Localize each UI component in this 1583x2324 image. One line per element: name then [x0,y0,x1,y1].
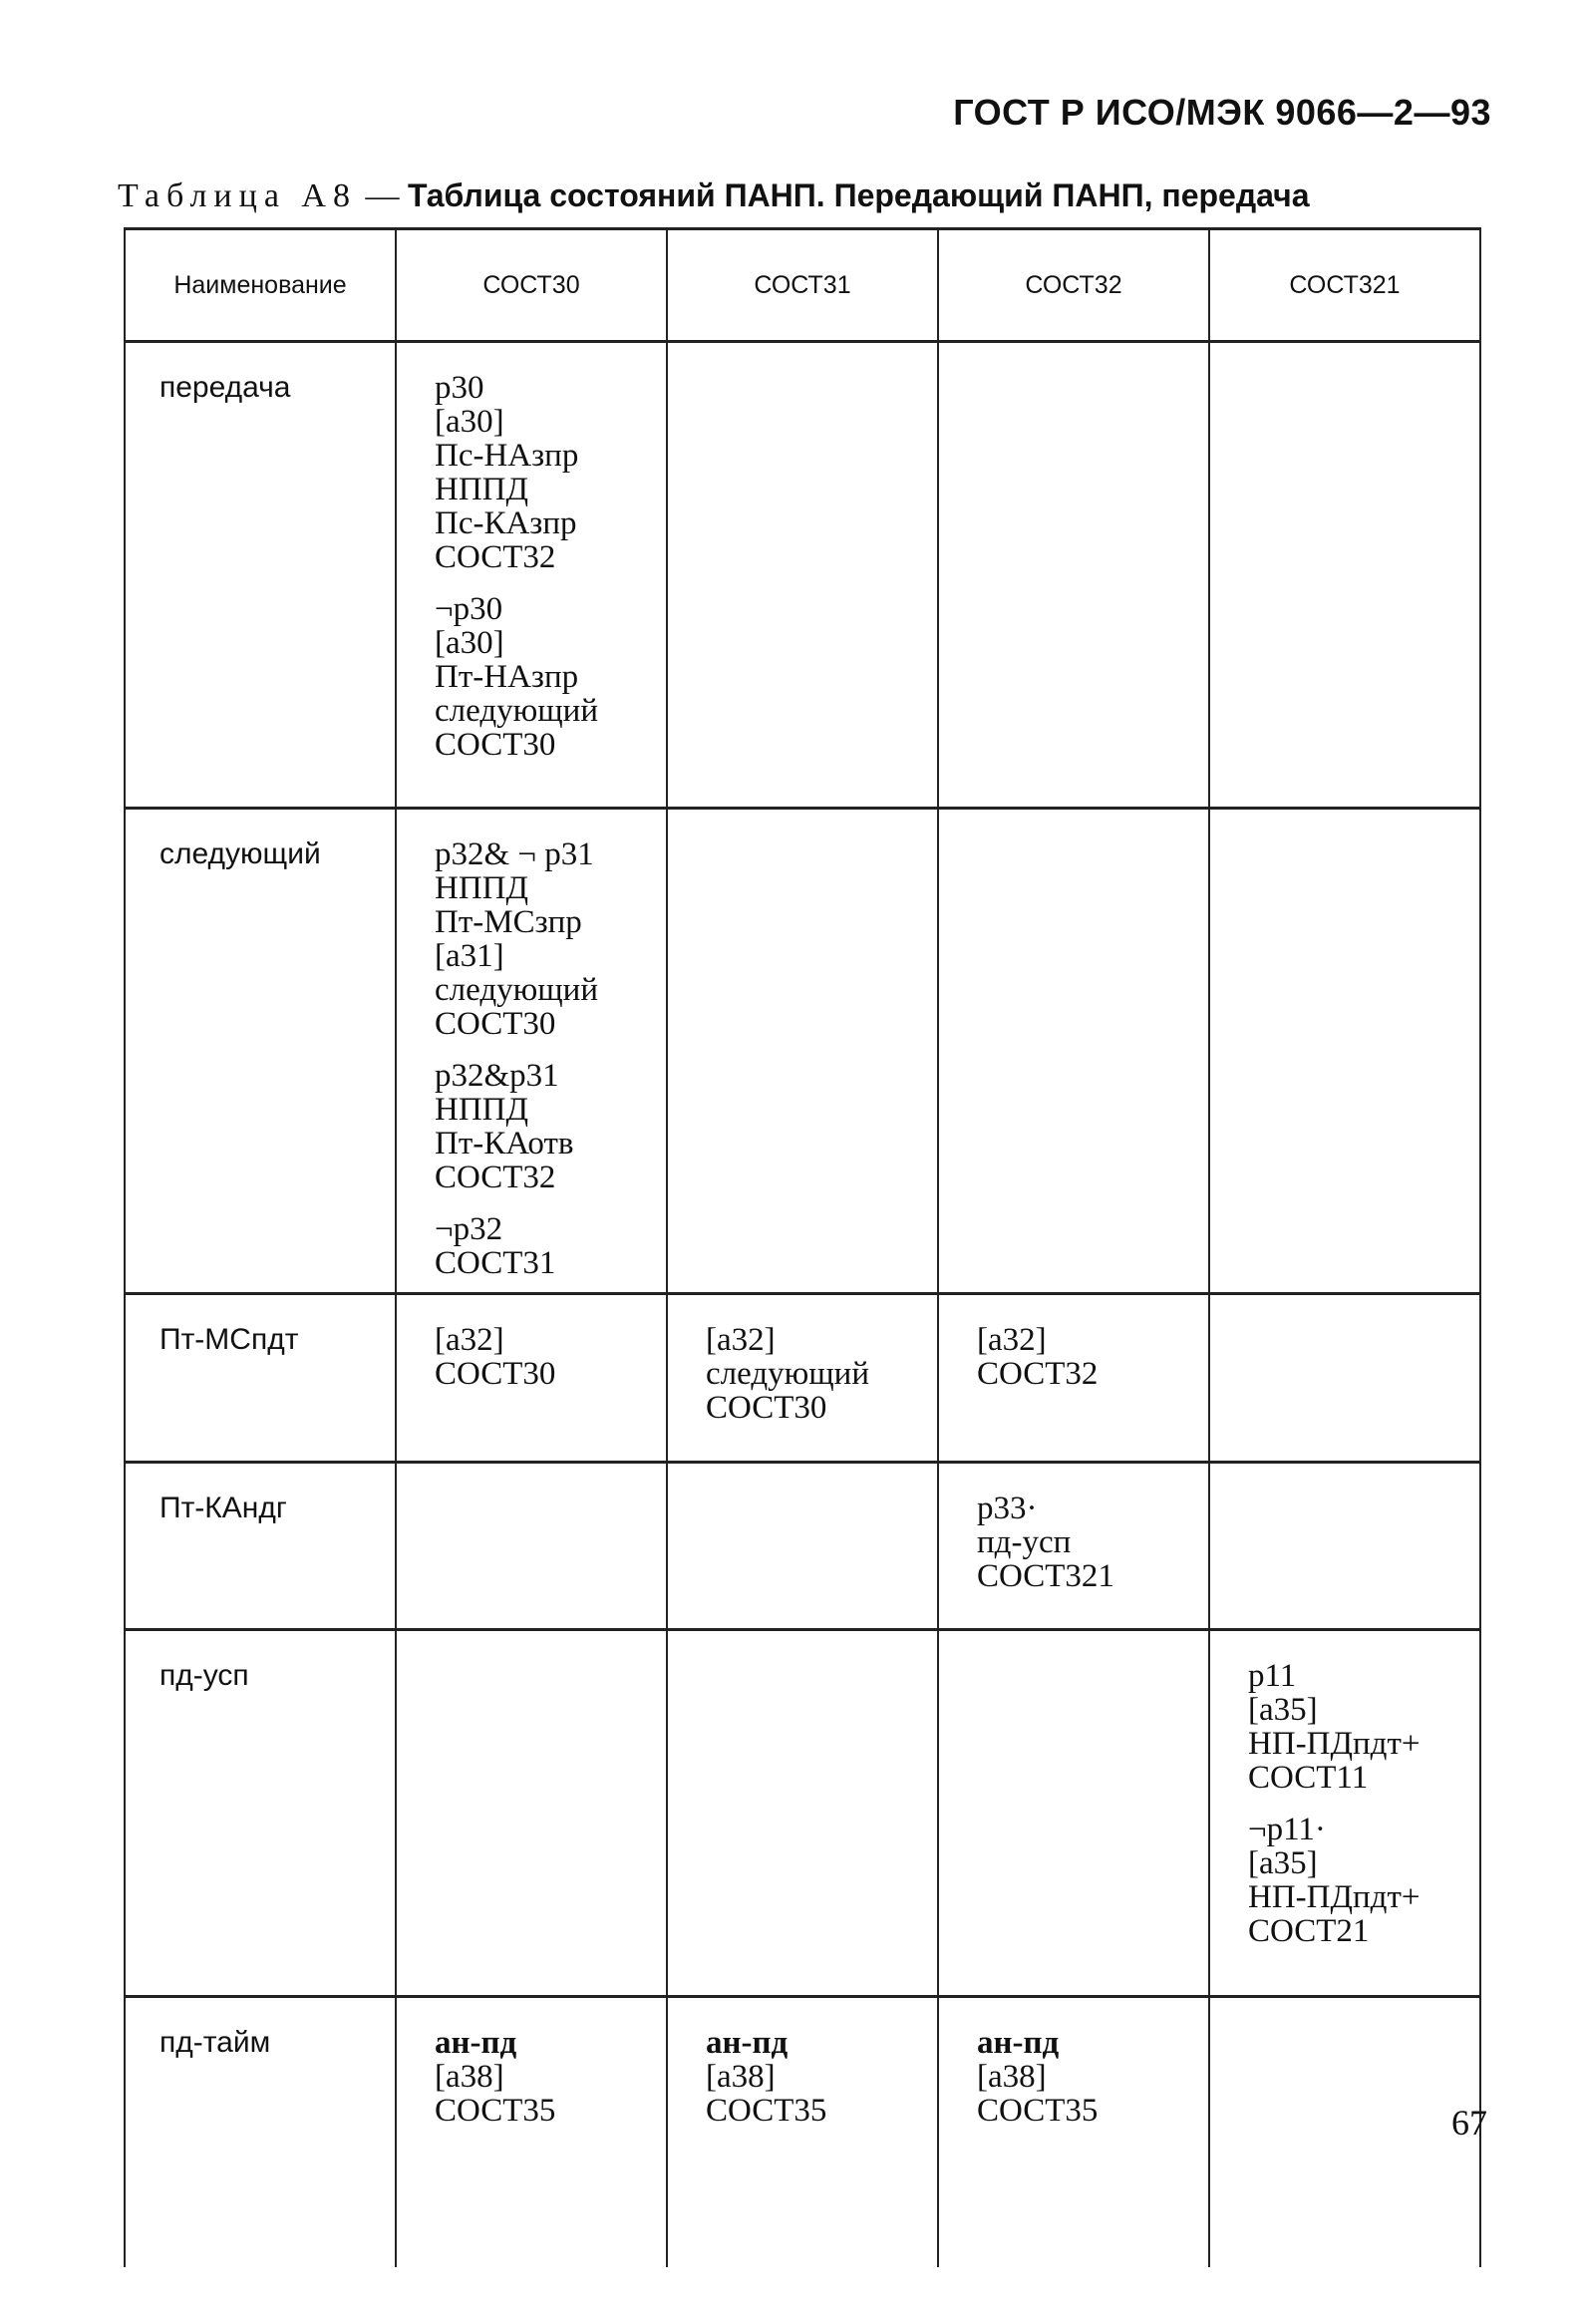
cell-line: [а38] [706,2059,776,2095]
transition-group [706,1323,937,1425]
column-header-sost32: СОСТ32 [938,229,1209,342]
table-cell [1209,342,1480,809]
table-cell [938,1630,1209,1997]
cell-line: СОСТ32 [435,1160,556,1195]
table-cell [938,342,1209,809]
transition-group [1248,1659,1479,1795]
cell-line: Пс-КАзпр [435,505,577,541]
column-header-sost321: СОСТ321 [1209,229,1480,342]
table-cell [1209,1463,1480,1630]
cell-line: СОСТ32 [977,1356,1099,1392]
transition-group [977,1492,1208,1593]
table-cell [1209,1294,1480,1463]
column-header-sost31: СОСТ31 [667,229,938,342]
column-header-name: Наименование [125,229,396,342]
row-name-cell: Пт-КАндг [125,1463,396,1630]
table-row [125,1630,1480,1997]
table-body [125,342,1480,2268]
transition-group [435,371,666,574]
cell-line: [а30] [435,625,504,661]
cell-line: р33· [977,1491,1038,1526]
cell-line: ан-пд [977,2025,1060,2061]
cell-line: СОСТ11 [1248,1760,1369,1796]
table-title-text: Таблица состояний ПАНП. Передающий ПАНП, передача [407,177,1310,213]
table-cell [396,342,667,809]
table-cell [396,809,667,1294]
table-cell [396,1997,667,2268]
cell-line: ¬р11· [1248,1812,1326,1847]
row-name-cell: пд-тайм [125,1997,396,2268]
transition-group [435,1323,666,1391]
cell-line: СОСТ35 [435,2093,556,2129]
table-cell [1209,1997,1480,2268]
table-cell [938,1294,1209,1463]
state-table [124,227,1481,2267]
table-cell [396,1463,667,1630]
cell-line: следующий [706,1356,870,1392]
table-cell [667,1997,938,2268]
row-name-cell: следующий [125,809,396,1294]
row-name-cell: пд-усп [125,1630,396,1997]
table-cell [938,809,1209,1294]
cell-line: ан-пд [706,2025,789,2061]
table-cell [1209,1630,1480,1997]
transition-group [435,837,666,1041]
cell-line: НП-ПДпдт+ [1248,1726,1421,1762]
cell-line: [а38] [977,2059,1047,2095]
cell-line: Пт-НАзпр [435,659,579,695]
row-name-cell: передача [125,342,396,809]
transition-group [977,1323,1208,1391]
cell-line: [а32] [977,1322,1047,1358]
cell-line: [а30] [435,404,504,440]
cell-line: [а32] [435,1322,504,1358]
cell-line: [а35] [1248,1845,1318,1881]
table-cell [1209,809,1480,1294]
table-cell [938,1997,1209,2268]
cell-line: НП-ПДпдт+ [1248,1879,1421,1915]
cell-line: НППД [435,472,529,507]
cell-line: следующий [435,972,599,1008]
cell-line: р32&р31 [435,1058,559,1094]
table-row [125,1997,1480,2268]
table-title-dash: — [356,177,408,214]
table-cell [667,809,938,1294]
table-title-lead: Таблица А8 [118,177,357,214]
cell-line: [а38] [435,2059,504,2095]
row-name-cell: Пт-МСпдт [125,1294,396,1463]
cell-line: СОСТ30 [435,727,556,763]
cell-line: ¬р32 [435,1211,503,1247]
table-title [118,177,1310,215]
transition-group [977,2026,1208,2128]
table-row [125,1294,1480,1463]
cell-line: СОСТ31 [435,1245,556,1281]
table-cell [667,1463,938,1630]
page-number: 67 [1451,2103,1487,2143]
cell-line: СОСТ21 [1248,1913,1370,1949]
cell-line: р32& ¬ р31 [435,836,594,872]
cell-line: ан-пд [435,2025,517,2061]
cell-line: Пт-МСзпр [435,904,582,940]
table-cell [667,342,938,809]
transition-group [435,1059,666,1194]
table-cell [396,1294,667,1463]
table-row [125,342,1480,809]
document-code: ГОСТ Р ИСО/МЭК 9066—2—93 [953,92,1491,133]
cell-line: [а32] [706,1322,776,1358]
transition-group [706,2026,937,2128]
transition-group [435,1212,666,1280]
cell-line: СОСТ32 [435,539,556,575]
cell-line: пд-усп [977,1524,1072,1560]
table-row [125,1463,1480,1630]
cell-line: СОСТ35 [706,2093,827,2129]
cell-line: СОСТ30 [435,1356,556,1392]
transition-group [1248,1813,1479,1948]
table-cell [938,1463,1209,1630]
cell-line: р11 [1248,1658,1297,1694]
table-cell [667,1630,938,1997]
cell-line: НППД [435,1092,529,1128]
column-header-sost30: СОСТ30 [396,229,667,342]
transition-group [435,592,666,762]
cell-line: СОСТ30 [706,1390,827,1426]
cell-line: [а35] [1248,1692,1318,1728]
cell-line: следующий [435,693,599,729]
cell-line: р30 [435,370,484,406]
cell-line: НППД [435,870,529,906]
cell-line: ¬р30 [435,591,503,627]
table-cell [667,1294,938,1463]
header-row [125,229,1480,342]
table-cell [396,1630,667,1997]
cell-line: СОСТ321 [977,1558,1114,1594]
cell-line: Пс-НАзпр [435,438,579,474]
cell-line: Пт-КАотв [435,1126,574,1162]
table-row [125,809,1480,1294]
cell-line: СОСТ35 [977,2093,1099,2129]
cell-line: [а31] [435,938,504,974]
cell-line: СОСТ30 [435,1006,556,1042]
transition-group [435,2026,666,2128]
